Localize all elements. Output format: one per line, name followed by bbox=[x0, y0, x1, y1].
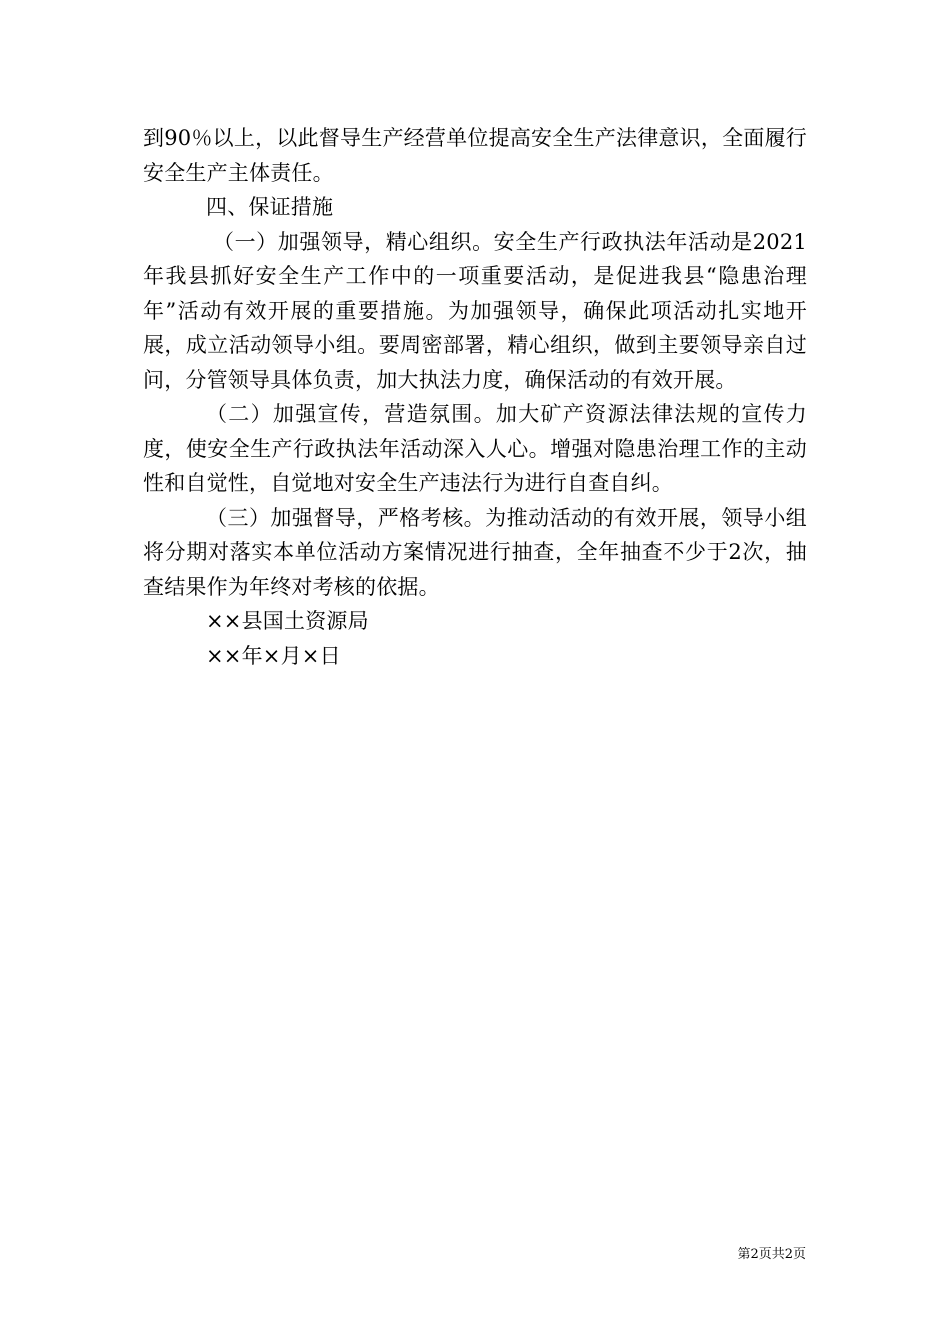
paragraph-measure-3: （三）加强督导，严格考核。为推动活动的有效开展，领导小组将分期对落实本单位活动方案情况进行抽查，全年抽查不少于2次，抽查结果作为年终对考核的依据。 bbox=[143, 505, 807, 599]
section-heading-guarantee-measures: 四、保证措施 bbox=[206, 195, 334, 219]
paragraph-measure-2: （二）加强宣传，营造氛围。加大矿产资源法律法规的宣传力度，使安全生产行政执法年活动深入人心。增强对隐患治理工作的主动性和自觉性，自觉地对安全生产违法行为进行自查自纠。 bbox=[143, 402, 807, 495]
paragraph-continuation: 到90％以上，以此督导生产经营单位提高安全生产法律意识，全面履行安全生产主体责任。 bbox=[143, 126, 807, 185]
paragraph-measure-1: （一）加强领导，精心组织。安全生产行政执法年活动是2021年我县抓好安全生产工作中的一项重要活动，是促进我县“隐患治理年”活动有效开展的重要措施。为加强领导，确保此项活动扎实地开展，成立活动领导小组。要周密部署，精心组织，做到主要领导亲自过问，分管领导具体负责，加大执法力度，确保活动的有效开展。 bbox=[143, 229, 807, 392]
signature-organization: ××县国土资源局 bbox=[206, 609, 369, 633]
page-number-footer: 第2页共2页 bbox=[737, 1247, 806, 1262]
signature-date: ××年×月×日 bbox=[206, 643, 341, 668]
document-body bbox=[143, 121, 807, 673]
